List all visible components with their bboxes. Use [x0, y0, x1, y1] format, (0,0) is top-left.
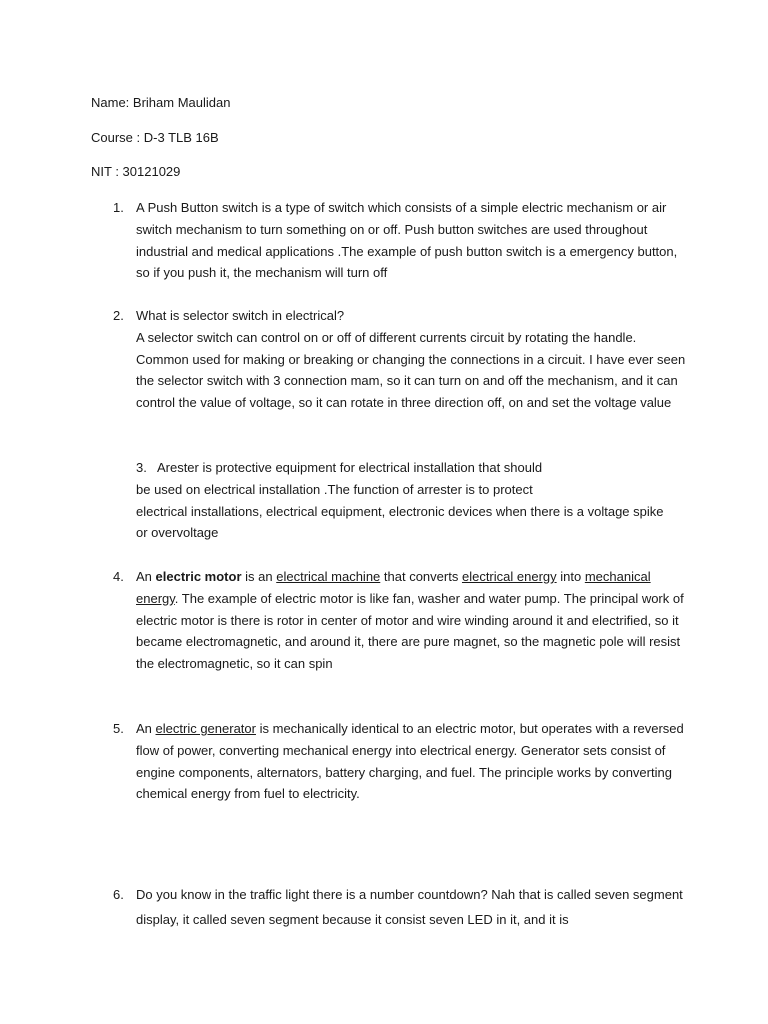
student-name: Name: Briham Maulidan [91, 95, 231, 110]
electric-motor-term: electric motor [155, 569, 242, 584]
answer-3-line3: electrical installations, electrical equipment, electronic devices when there is a voltage spike or overvoltage [136, 503, 664, 541]
answer-5 [91, 718, 691, 805]
answer-2 [91, 305, 691, 414]
answer-4 [91, 566, 691, 675]
answer-3-number: 3. [136, 460, 147, 475]
electric-generator-link[interactable]: electric generator [155, 721, 256, 736]
answer-5-text: An electric generator is mechanically identical to an electric motor, but operates with a reversed flow of power, converting mechanical energy into electrical energy. Generator sets consist of engine components, alternators, battery charging, and fuel. The principle works by converting chemical energy from fuel to electricity. [136, 721, 684, 802]
answer-4-number: 4. [113, 569, 124, 584]
electrical-energy-link[interactable]: electrical energy [461, 569, 557, 584]
answer-6-text: Do you know in the traffic light there is a number countdown? Nah that is called seven segment display, it called seven segment because it consist seven LED in it, and it is [136, 887, 683, 927]
student-course: Course : D-3 TLB 16B [91, 130, 219, 145]
answer-2-question: What is selector switch in electrical? [136, 308, 345, 323]
answer-2-text: A selector switch can control on or off of different currents circuit by rotating the handle. Common used for making or breaking or changing the connections in a circuit. I have ever seen the selector switch with 3 connection mam, so it can turn on and off the mechanism, and it can control the value of voltage, so it can rotate in three direction off, on and set the voltage value [136, 329, 686, 411]
answer-2-number: 2. [113, 308, 124, 323]
answer-4-text: An electric motor is an electrical machine that converts electrical energy into mechanical energy. The example of electric motor is like fan, washer and water pump. The principal work of electric motor is there is rotor in center of motor and wire winding around it and electrified, so it became electromagnetic, and around it, there are pure magnet, so the magnetic pole will resist the electromagnetic, so it can spin [136, 569, 684, 672]
answer-6 [91, 882, 691, 932]
answer-1-text: A Push Button switch is a type of switch which consists of a simple electric mechanism or air switch mechanism to turn something on or off. Push button switches are used throughout industrial and medical applications .The example of push button switch is a emergency button, so if you push it, the mechanism will turn off [136, 200, 678, 281]
student-nit: NIT : 30121029 [91, 164, 181, 179]
electrical-machine-link[interactable]: electrical machine [276, 569, 381, 584]
answer-6-number: 6. [113, 887, 124, 902]
mechanical-energy-link[interactable]: mechanical energy [136, 569, 651, 606]
answer-1 [91, 197, 691, 284]
answer-1-number: 1. [113, 200, 124, 215]
answer-3-line2: be used on electrical installation .The function of arrester is to protect [136, 481, 533, 497]
answer-3 [136, 457, 696, 544]
answer-3-line1: Arester is protective equipment for electrical installation that should [156, 460, 543, 475]
answer-5-number: 5. [113, 721, 124, 736]
